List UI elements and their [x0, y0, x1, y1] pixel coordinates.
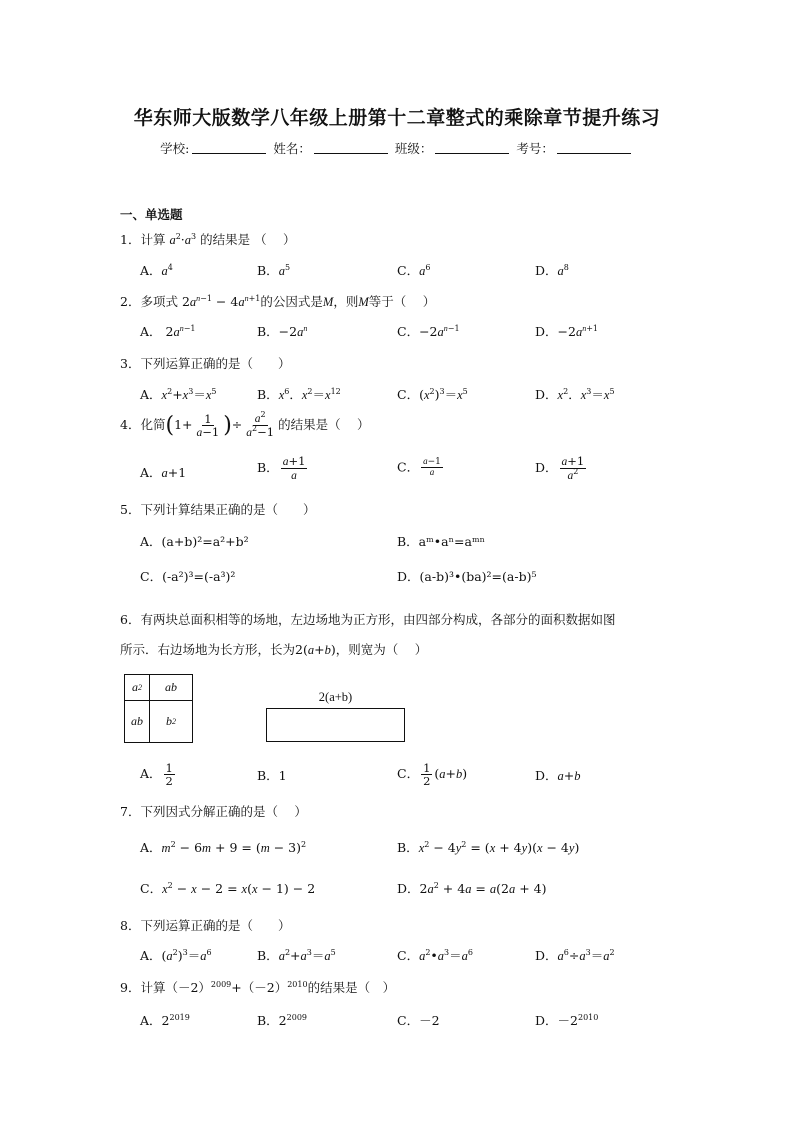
question-text: 计算 [140, 232, 166, 247]
q1-option-b[interactable]: B．$a^5$ [257, 263, 291, 278]
q8-option-b[interactable]: B．$a^2+a^3=a^5$ [257, 948, 336, 963]
q4-option-a[interactable]: A．a+1 [140, 465, 187, 480]
question-9: 9．计算$(-2)^{2009}+(-2)^{2010}$的结果是（ ） [120, 980, 396, 995]
q7-option-a[interactable]: A．$m^2 - 6m + 9 = (m - 3)^2$ [140, 840, 307, 855]
grid-cell-b2: b 2 [166, 714, 176, 728]
page-title: 华东师大版数学八年级上册第十二章整式的乘除章节提升练习 [133, 107, 661, 129]
q3-option-a[interactable]: A．$x^2+x^3=x^5$ [140, 387, 217, 402]
q6-option-a[interactable]: A． $\frac{1}{2}$ [140, 761, 173, 789]
question-7: 7．下列因式分解正确的是（ ） [120, 804, 307, 819]
q1-option-a[interactable]: A．$a^4$ [140, 263, 173, 278]
class-field[interactable] [435, 141, 509, 154]
question-2: 2．多项式 $2a^{n-1} - 4a^{n+1}$的公因式是M，则M等于（ ） [120, 294, 436, 309]
school-label: 学校: [160, 141, 190, 156]
q6-option-c[interactable]: C． $\frac{1}{2}$ (a+b) [397, 761, 468, 789]
q5-option-d[interactable]: D．(a-b)³•(ba)²=(a-b)⁵ [397, 569, 537, 584]
q2-option-c[interactable]: C．$-2a^{n-1}$ [397, 324, 460, 339]
q1-option-d[interactable]: D．$a^8$ [535, 263, 569, 278]
q9-option-a[interactable]: A．$2^{2019}$ [140, 1013, 190, 1028]
grid-cell-ab-left: ab [131, 714, 143, 728]
class-label: 班级： [394, 141, 433, 156]
rectangle-length-label: 2(a+b) [318, 690, 353, 704]
q1-option-c[interactable]: C．$a^6$ [397, 263, 431, 278]
question-6-line-2: 所示．右边场地为长方形，长为2(a+b)，则宽为（ ） [120, 642, 428, 657]
q4-option-c[interactable]: C． $\frac{a-1}{a}$ [397, 456, 441, 478]
exam-number-label: 考号： [516, 141, 554, 156]
q9-option-d[interactable]: D．$-2^{2010}$ [535, 1013, 599, 1028]
q4-option-b[interactable]: B． $\frac{a+1}{a}$ [257, 454, 306, 483]
rectangle-field-figure [266, 708, 405, 742]
section-title: 一、单选题 [120, 207, 183, 222]
school-field[interactable] [192, 141, 266, 154]
q5-option-b[interactable]: B．aᵐ•aⁿ=aᵐⁿ [397, 534, 486, 549]
q2-option-d[interactable]: D．$-2a^{n+1}$ [535, 324, 598, 339]
q3-option-c[interactable]: C．$(x^2)^3=x^5$ [397, 387, 468, 402]
q3-option-b[interactable]: B．$x^6$．$x^2=x^{12}$ [257, 387, 341, 402]
q4-option-d[interactable]: D． $\frac{a+1}{a^2}$ [535, 454, 585, 483]
q6-option-b[interactable]: B．1 [257, 768, 287, 783]
q2-option-b[interactable]: B．$-2a^n$ [257, 324, 308, 339]
q5-option-c[interactable]: C．(-a²)³=(-a³)² [140, 569, 236, 584]
question-8: 8．下列运算正确的是（ ） [120, 918, 291, 933]
q3-option-d[interactable]: D．$x^2$．$x^3=x^5$ [535, 387, 615, 402]
grid-cell-ab-top: ab [165, 680, 177, 694]
square-field-figure [124, 674, 193, 743]
q9-option-b[interactable]: B．$2^{2009}$ [257, 1013, 307, 1028]
question-5: 5．下列计算结果正确的是（ ） [120, 502, 316, 517]
question-1: 1．计算 $a^2\cdot a^3$ 的结果是 （ ） [120, 232, 296, 247]
q5-option-a[interactable]: A．(a+b)²=a²+b² [140, 534, 249, 549]
q7-option-d[interactable]: D．$2a^2 + 4a = a(2a + 4)$ [397, 881, 547, 896]
student-info-line [0, 139, 794, 157]
q8-option-d[interactable]: D．$a^6\div a^3=a^2$ [535, 948, 615, 963]
q8-option-c[interactable]: C．$a^2•a^3=a^6$ [397, 948, 473, 963]
q9-option-c[interactable]: C．－2 [397, 1013, 440, 1028]
exam-number-field[interactable] [557, 141, 631, 154]
q2-option-a[interactable]: A． $2a^{n-1}$ [140, 324, 196, 339]
grid-cell-a2: a 2 [132, 680, 142, 694]
question-6-line-1: 6．有两块总面积相等的场地，左边场地为正方形，由四部分构成，各部分的面积数据如图 [120, 612, 616, 627]
question-number: 1． [120, 232, 141, 247]
question-text: 的结果是 （ ） [200, 232, 296, 247]
q7-option-b[interactable]: B．$x^2 - 4y^2 = (x + 4y)(x - 4y)$ [397, 840, 580, 855]
name-label: 姓名： [273, 141, 311, 156]
q6-option-d[interactable]: D．a+b [535, 768, 581, 783]
q8-option-a[interactable]: A．$(a^2)^3=a^6$ [140, 948, 212, 963]
question-4: 4．化简(1+ $\frac{1}{a-1}$ )÷ $\frac{a^2}{a^2-1}$ 的结果是（ ） [120, 410, 370, 440]
question-3: 3．下列运算正确的是（ ） [120, 356, 291, 371]
q7-option-c[interactable]: C．$x^2 - x - 2 = x(x - 1) - 2$ [140, 881, 316, 896]
name-field[interactable] [314, 141, 388, 154]
